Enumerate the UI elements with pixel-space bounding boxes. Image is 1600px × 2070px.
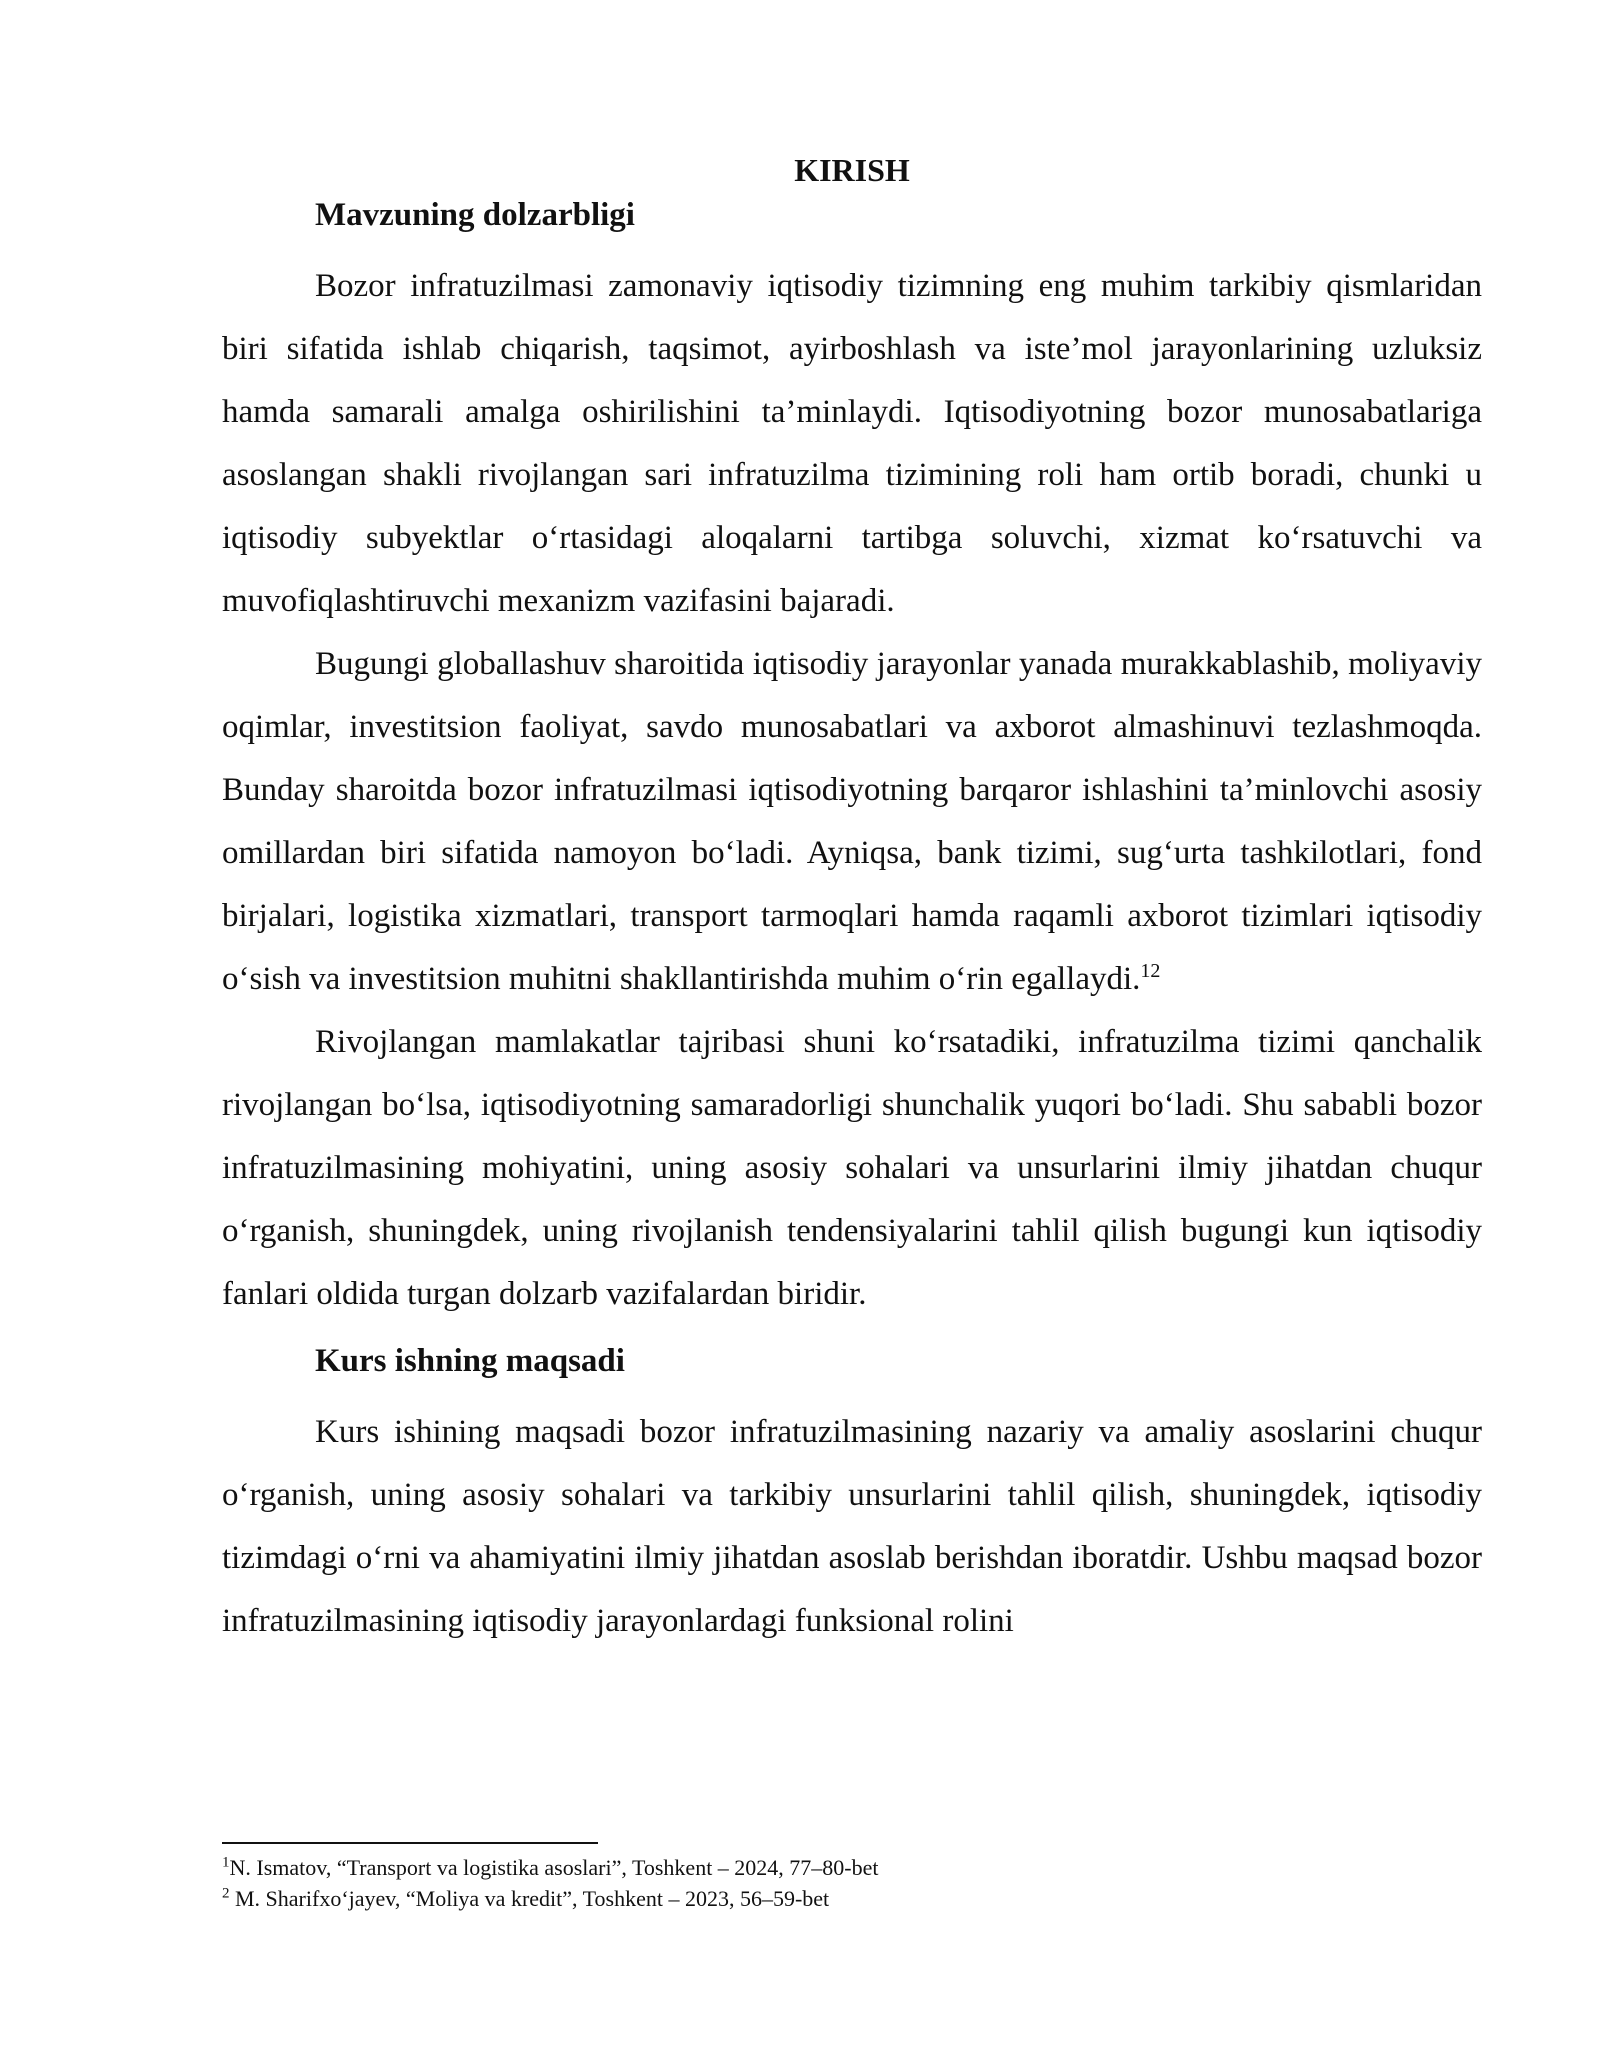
paragraph-4: [222, 1401, 1482, 1653]
footnote-1-text: N. Ismatov, “Transport va logistika asoslari”, Toshkent – 2024, 77–80-bet: [229, 1855, 879, 1880]
chapter-title: KIRISH: [794, 152, 910, 188]
section-heading-relevance: Mavzuning dolzarbligi: [315, 197, 635, 233]
footnote-1-number: 1: [222, 1854, 230, 1871]
footnote-separator: [222, 1842, 598, 1844]
footnote-2-text: M. Sharifxo‘jayev, “Moliya va kredit”, Toshkent – 2023, 56–59-bet: [229, 1886, 830, 1911]
page-body: [222, 148, 1482, 1653]
footnote-2-number: 2: [222, 1885, 230, 1902]
paragraph-1: [222, 255, 1482, 633]
footnote-1: [222, 1852, 1482, 1883]
footnotes: [222, 1852, 1482, 1914]
section-goal: [222, 1338, 1482, 1653]
paragraph-1-text: Bozor infratuzilmasi zamonaviy iqtisodiy tizimning eng muhim tarkibiy qismlaridan biri sifatida ishlab chiqarish, taqsimot, ayirboshlash va iste’mol jarayonlarining uzluksiz hamda samarali amalga oshirilishini ta’minlaydi. Iqtisodiyotning bozor munosabatlariga asoslangan shakli rivojlangan sari infratuzilma tizimining roli ham ortib boradi, chunki u iqtisodiy subyektlar o‘rtasidagi aloqalarni tartibga soluvchi, xizmat ko‘rsatuvchi va muvofiqlashtiruvchi mexanizm vazifasini bajaradi.: [222, 268, 1482, 619]
paragraph-3: [222, 1011, 1482, 1326]
paragraph-2: [222, 633, 1482, 1011]
paragraph-3-text: Rivojlangan mamlakatlar tajribasi shuni ko‘rsatadiki, infratuzilma tizimi qanchalik rivojlangan bo‘lsa, iqtisodiyotning samaradorligi shunchalik yuqori bo‘ladi. Shu sababli bozor infratuzilmasining mohiyatini, uning asosiy sohalari va unsurlarini ilmiy jihatdan chuqur o‘rganish, shuningdek, uning rivojlanish tendensiyalarini tahlil qilish bugungi kun iqtisodiy fanlari oldida turgan dolzarb vazifalardan biridir.: [222, 1024, 1482, 1312]
paragraph-4-text: Kurs ishining maqsadi bozor infratuzilmasining nazariy va amaliy asoslarini chuqur o‘rganish, uning asosiy sohalari va tarkibiy unsurlarini tahlil qilish, shuningdek, iqtisodiy tizimdagi o‘rni va ahamiyatini ilmiy jihatdan asoslab berishdan iboratdir. Ushbu maqsad bozor infratuzilmasining iqtisodiy jarayonlardagi funksional rolini: [222, 1414, 1482, 1639]
footnote-2: [222, 1883, 1482, 1914]
footnote-reference[interactable]: 12: [1140, 960, 1161, 982]
section-heading-goal: Kurs ishning maqsadi: [315, 1343, 625, 1379]
paragraph-2-text: Bugungi globallashuv sharoitida iqtisodiy jarayonlar yanada murakkablashib, moliyaviy oqimlar, investitsion faoliyat, savdo munosabatlari va axborot almashinuvi tezlashmoqda. Bunday sharoitda bozor infratuzilmasi iqtisodiyotning barqaror ishlashini ta’minlovchi asosiy omillardan biri sifatida namoyon bo‘ladi. Ayniqsa, bank tizimi, sug‘urta tashkilotlari, fond birjalari, logistika xizmatlari, transport tarmoqlari hamda raqamli axborot tizimlari iqtisodiy o‘sish va investitsion muhitni shakllantirishda muhim o‘rin egallaydi.: [222, 646, 1482, 997]
section-relevance: [222, 192, 1482, 1326]
